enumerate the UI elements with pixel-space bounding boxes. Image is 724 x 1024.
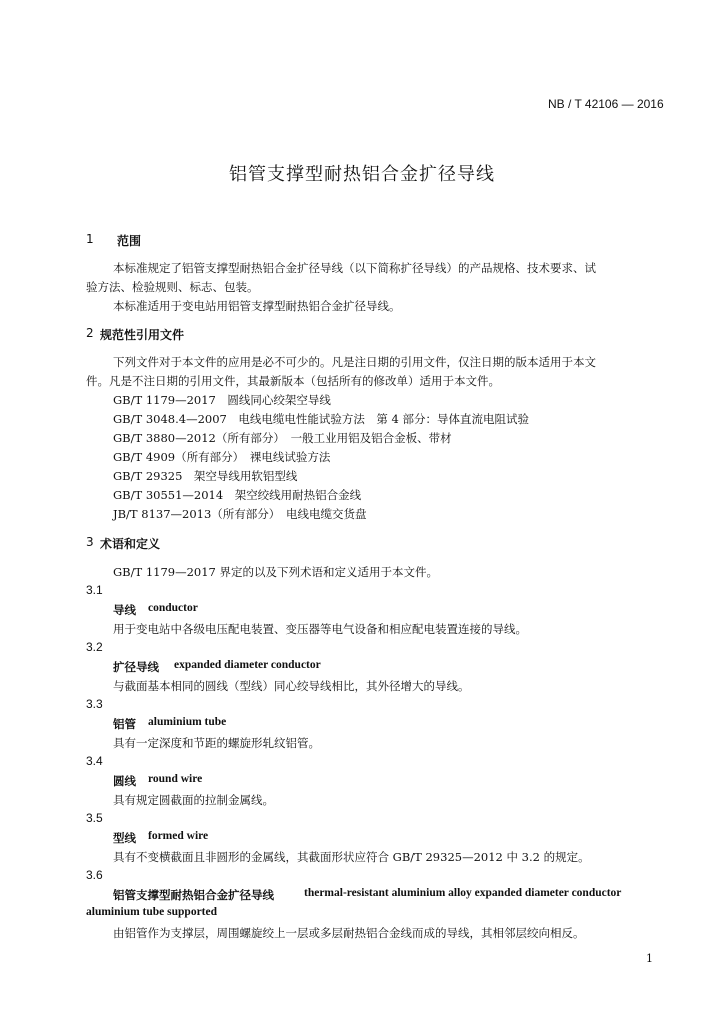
term-definition: 具有一定深度和节距的螺旋形轧纹铝管。 xyxy=(113,736,320,750)
reference-item: GB/T 29325 架空导线用软铝型线 xyxy=(113,469,298,483)
term-definition: 与截面基本相同的圆线（型线）同心绞导线相比，其外径增大的导线。 xyxy=(113,679,470,693)
standard-code: NB / T 42106 — 2016 xyxy=(548,97,664,111)
reference-item: GB/T 1179—2017 圆线同心绞架空导线 xyxy=(113,393,331,407)
term-english: formed wire xyxy=(148,830,209,842)
section-3-title: 术语和定义 xyxy=(100,537,161,551)
document-title: 铝管支撑型耐热铝合金扩径导线 xyxy=(229,164,495,185)
page-number: 1 xyxy=(646,952,653,965)
clause-number: 3.3 xyxy=(86,697,103,711)
section-3-number: 3 xyxy=(86,535,94,549)
reference-item: GB/T 3880—2012（所有部分） 一般工业用铝及铝合金板、带材 xyxy=(113,431,452,445)
section-2-title: 规范性引用文件 xyxy=(100,328,185,342)
section-1-number: 1 xyxy=(86,232,94,246)
section-2-para-line-2: 件。凡是不注日期的引用文件，其最新版本（包括所有的修改单）适用于本文件。 xyxy=(86,374,500,388)
term-english: expanded diameter conductor xyxy=(174,659,321,671)
term-english: conductor xyxy=(148,602,198,614)
clause-number: 3.1 xyxy=(86,583,103,597)
term-english: thermal-resistant aluminium alloy expanded diameter conductor xyxy=(304,887,622,899)
term-chinese: 圆线 xyxy=(113,774,136,788)
reference-item: JB/T 8137—2013（所有部分） 电线电缆交货盘 xyxy=(113,507,367,521)
reference-item: GB/T 4909（所有部分） 裸电线试验方法 xyxy=(113,450,331,464)
term-definition: 用于变电站中各级电压配电装置、变压器等电气设备和相应配电装置连接的导线。 xyxy=(113,622,527,636)
clause-number: 3.5 xyxy=(86,811,103,825)
reference-item: GB/T 30551—2014 架空绞线用耐热铝合金线 xyxy=(113,488,362,502)
section-2-para-line-1: 下列文件对于本文件的应用是必不可少的。凡是注日期的引用文件，仅注日期的版本适用于本文 xyxy=(113,355,596,369)
clause-number: 3.4 xyxy=(86,754,103,768)
term-chinese: 导线 xyxy=(113,603,136,617)
term-english-continued: aluminium tube supported xyxy=(86,906,218,918)
clause-number: 3.2 xyxy=(86,640,103,654)
section-2-number: 2 xyxy=(86,326,94,340)
term-definition: 具有不变横截面且非圆形的金属线，其截面形状应符合 GB/T 29325—2012 中 3.2 的规定。 xyxy=(113,850,590,864)
clause-number: 3.6 xyxy=(86,868,103,882)
section-1-title: 范围 xyxy=(117,234,142,248)
term-chinese: 铝管支撑型耐热铝合金扩径导线 xyxy=(113,888,274,902)
term-chinese: 型线 xyxy=(113,831,136,845)
term-chinese: 铝管 xyxy=(113,717,136,731)
term-definition: 具有规定圆截面的拉制金属线。 xyxy=(113,793,274,807)
section-3-intro: GB/T 1179—2017 界定的以及下列术语和定义适用于本文件。 xyxy=(113,565,439,579)
section-1-para-1-line-2: 验方法、检验规则、标志、包装。 xyxy=(86,280,259,294)
term-english: round wire xyxy=(148,773,203,785)
section-1-para-1-line-1: 本标准规定了铝管支撑型耐热铝合金扩径导线（以下简称扩径导线）的产品规格、技术要求、试 xyxy=(113,261,596,275)
term-definition: 由铝管作为支撑层，周围螺旋绞上一层或多层耐热铝合金线而成的导线，其相邻层绞向相反。 xyxy=(113,926,585,940)
term-english: aluminium tube xyxy=(148,716,227,728)
term-chinese: 扩径导线 xyxy=(113,660,159,674)
section-1-para-2: 本标准适用于变电站用铝管支撑型耐热铝合金扩径导线。 xyxy=(113,299,401,313)
reference-item: GB/T 3048.4—2007 电线电缆电性能试验方法 第 4 部分：导体直流电阻试验 xyxy=(113,412,529,426)
